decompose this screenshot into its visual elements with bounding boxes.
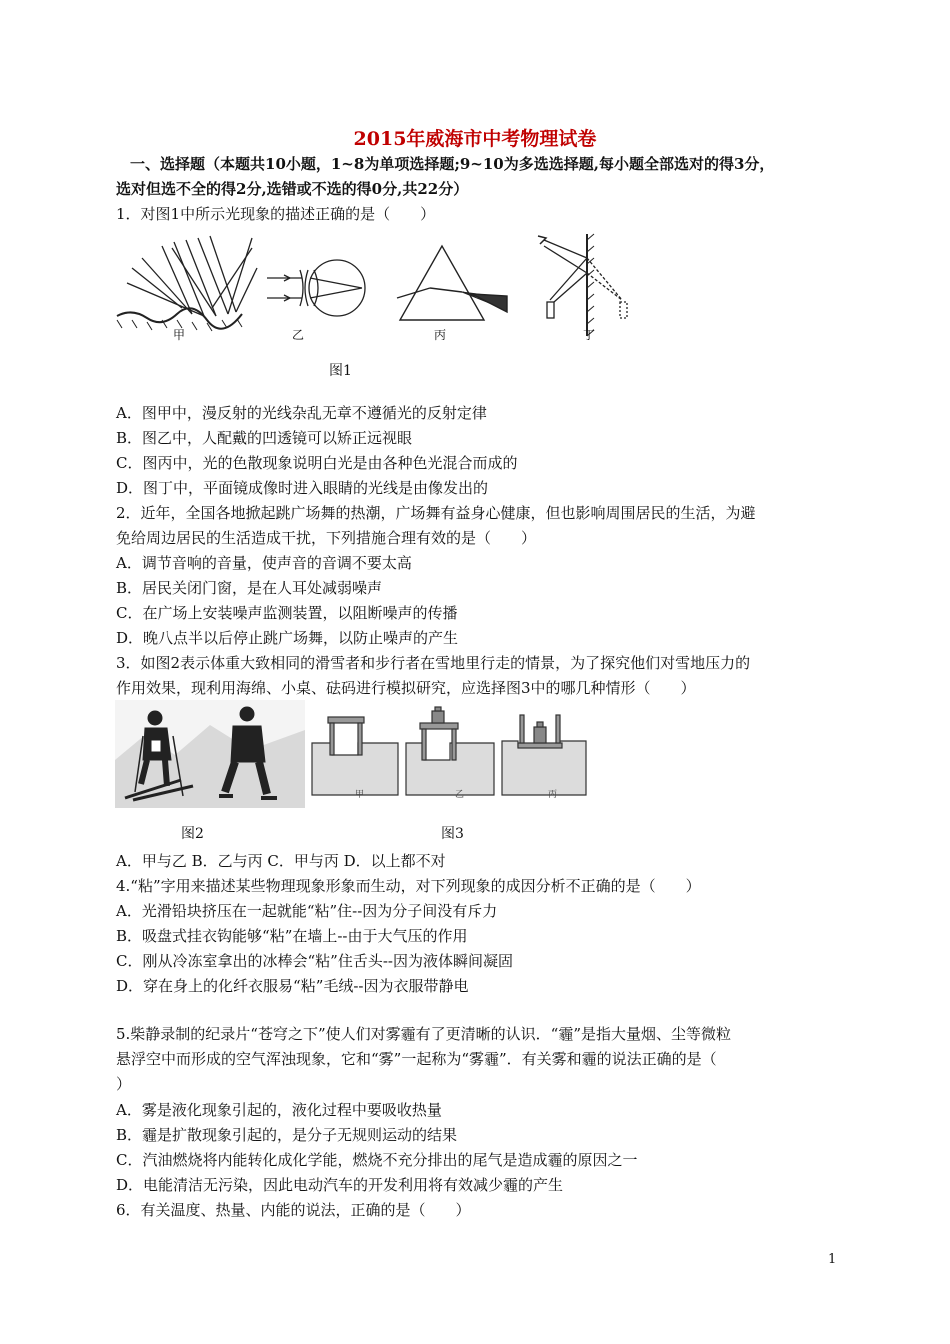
q1-option-d: D．图丁中，平面镜成像时进入眼睛的光线是由像发出的: [116, 479, 489, 497]
q1-option-b: B．图乙中，人配戴的凹透镜可以矫正远视眼: [116, 429, 413, 447]
q5-stem-line2: 悬浮空中而形成的空气浑浊现象，它和“雾”一起称为“雾霾”．有关雾和霾的说法正确的是（: [116, 1050, 717, 1068]
q2-stem-line2: 免给周边居民的生活造成干扰，下列措施合理有效的是（ ）: [116, 529, 537, 547]
q5-stem-line1: 5.柴静录制的纪录片“苍穹之下”使人们对雾霾有了更清晰的认识．“霾”是指大量烟、尘等微粒: [116, 1025, 731, 1043]
q3-options: A．甲与乙 B．乙与丙 C．甲与丙 D．以上都不对: [116, 852, 446, 870]
q4-stem: 4.“粘”字用来描述某些物理现象形象而生动，对下列现象的成因分析不正确的是（ ）: [116, 877, 701, 895]
q4-option-b: B．吸盘式挂衣钩能够“粘”在墙上--由于大气压的作用: [116, 927, 468, 945]
q5-option-d: D．电能清洁无污染，因此电动汽车的开发利用将有效减少霾的产生: [116, 1176, 564, 1194]
q3-stem-line1: 3．如图2表示体重大致相同的滑雪者和步行者在雪地里行走的情景，为了探究他们对雪地压力的: [116, 654, 751, 672]
fig1-eye-lens: [267, 260, 365, 316]
q5-option-a: A．雾是液化现象引起的，液化过程中要吸收热量: [116, 1101, 442, 1119]
q3-stem-line2: 作用效果，现利用海绵、小桌、砝码进行模拟研究，应选择图3中的哪几种情形（ ）: [116, 679, 696, 697]
fig1-label-yi: 乙: [292, 328, 305, 342]
q4-option-c: C．刚从冷冻室拿出的冰棒会“粘”住舌头--因为液体瞬间凝固: [116, 952, 513, 970]
fig1-label-ding: 丁: [583, 328, 596, 342]
q1-option-a: A．图甲中，漫反射的光线杂乱无章不遵循光的反射定律: [116, 404, 487, 422]
figure-1: [112, 228, 642, 348]
fig3-label-bing: 丙: [548, 790, 558, 800]
fig1-label-bing: 丙: [434, 328, 447, 342]
exam-title: 2015年威海市中考物理试卷: [353, 128, 597, 150]
q1-option-c: C．图丙中，光的色散现象说明白光是由各种色光混合而成的: [116, 454, 518, 472]
q4-option-d: D．穿在身上的化纤衣服易“粘”毛绒--因为衣服带静电: [116, 977, 469, 995]
fig1-prism: [397, 246, 507, 320]
fig3-label-yi: 乙: [455, 790, 465, 800]
q5-option-c: C．汽油燃烧将内能转化成化学能，燃烧不充分排出的尾气是造成霾的原因之一: [116, 1151, 638, 1169]
fig1-plane-mirror: [538, 234, 627, 336]
q5-option-b: B．霾是扩散现象引起的，是分子无规则运动的结果: [116, 1126, 458, 1144]
figure-2-skier-walker: [115, 700, 305, 808]
q2-stem-line1: 2．近年，全国各地掀起跳广场舞的热潮，广场舞有益身心健康，但也影响周围居民的生活，为避: [116, 504, 756, 522]
fig3-caption: 图3: [441, 826, 464, 842]
q2-option-d: D．晚八点半以后停止跳广场舞，以防止噪声的产生: [116, 629, 459, 647]
fig1-diffuse-reflection: [117, 236, 257, 331]
q2-option-a: A．调节音响的音量，使声音的音调不要太高: [116, 554, 412, 572]
fig1-caption: 图1: [329, 363, 352, 379]
q1-stem: 1．对图1中所示光现象的描述正确的是（ ）: [116, 205, 436, 223]
q4-option-a: A．光滑铅块挤压在一起就能“粘”住--因为分子间没有斥力: [116, 902, 498, 920]
fig3-label-jia: 甲: [355, 790, 365, 800]
page-number: 1: [828, 1252, 837, 1267]
section-header-line2: 选对但选不全的得2分,选错或不选的得0分,共22分）: [116, 180, 469, 198]
section-header-line1: 一、选择题（本题共10小题，1~8为单项选择题;9~10为多选选择题,每小题全部选对的得3分，: [130, 155, 775, 173]
fig1-label-jia: 甲: [173, 328, 186, 342]
fig2-caption: 图2: [181, 826, 204, 842]
figure-3-sponge-table: [310, 705, 588, 805]
q6-stem: 6．有关温度、热量、内能的说法，正确的是（ ）: [116, 1201, 471, 1219]
q2-option-b: B．居民关闭门窗，是在人耳处减弱噪声: [116, 579, 383, 597]
q5-stem-line3: ）: [116, 1075, 132, 1093]
q2-option-c: C．在广场上安装噪声监测装置，以阻断噪声的传播: [116, 604, 458, 622]
